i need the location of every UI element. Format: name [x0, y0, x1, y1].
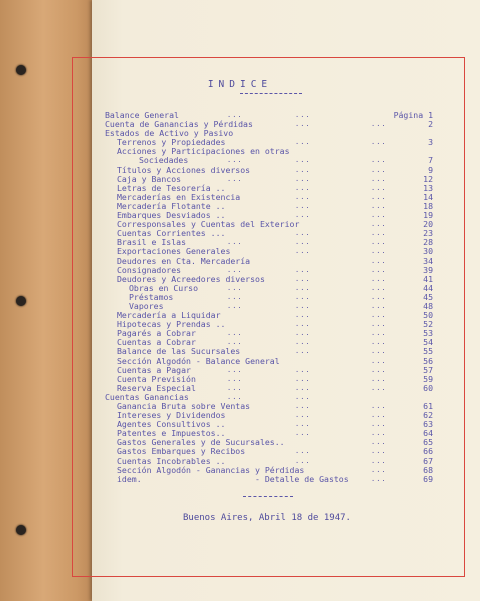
leader-dots: ... [371, 447, 387, 456]
leader-dots: ... [295, 274, 311, 283]
entry-page-number: 18 [423, 200, 433, 211]
entry-label: Cuentas Corrientes ... [117, 228, 226, 239]
page-title: INDICE [207, 79, 273, 90]
leader-dots: ... [371, 238, 387, 247]
entry-page-number: 59 [423, 373, 433, 384]
entry-label: Obras en Curso [129, 282, 199, 293]
binder-hole [16, 65, 26, 75]
entry-page-number: 68 [423, 464, 433, 475]
entry-label: Gastos Generales y de Sucursales.. [117, 437, 285, 448]
leader-dots: ... [371, 438, 387, 447]
entry-label: Sección Algodón - Ganancias y Pérdidas [117, 464, 305, 475]
entry-label: Balance de las Sucursales [117, 346, 241, 357]
leader-dots: ... [227, 365, 243, 374]
binder-hole [16, 296, 26, 306]
leader-dots: ... [371, 429, 387, 438]
entry-page-number: 62 [423, 410, 433, 421]
entry-label: Hipotecas y Prendas .. [117, 319, 226, 330]
leader-dots: ... [371, 283, 387, 292]
entry-label: Cuentas a Cobrar [117, 337, 196, 348]
entry-label: Cuentas Incobrables .. [117, 455, 226, 466]
entry-label: Acciones y Participaciones en otras [117, 146, 290, 157]
entry-label: Patentes e Impuestos.. [117, 428, 226, 439]
leader-dots: ... [295, 111, 311, 119]
leader-dots: ... [227, 301, 243, 310]
leader-dots: ... [371, 156, 387, 165]
entry-page-number: 14 [423, 191, 433, 202]
entry-label: Mercadería Flotante .. [117, 200, 226, 211]
entry-label: Cuenta Previsión [117, 373, 196, 384]
leader-dots: ... [371, 301, 387, 310]
entry-page-number: 61 [423, 401, 433, 411]
leader-dots: ... [295, 292, 311, 301]
leader-dots: ... [295, 420, 311, 429]
leader-dots: ... [371, 174, 387, 183]
entry-label: Letras de Tesorería .. [117, 182, 226, 193]
leader-dots: ... [227, 283, 243, 292]
entry-label: Vapores [129, 300, 164, 311]
leader-dots: ... [227, 338, 243, 347]
leader-dots: ... [227, 374, 243, 383]
entry-page-number: 13 [423, 182, 433, 193]
entry-label: idem. [117, 473, 142, 484]
entry-page-number: 64 [423, 428, 433, 439]
leader-dots: ... [371, 365, 387, 374]
leader-dots: ... [295, 174, 311, 183]
leader-dots: ... [371, 292, 387, 301]
leader-dots: ... [371, 256, 387, 265]
leader-dots: ... [371, 402, 387, 410]
entry-page-number: 30 [423, 246, 433, 257]
entry-label: Embarques Desviados .. [117, 210, 226, 221]
leader-dots: ... [227, 292, 243, 301]
leader-dots: ... [371, 356, 387, 365]
leader-dots: ... [371, 247, 387, 256]
entry-page-number: 19 [423, 210, 433, 221]
leader-dots: ... [371, 320, 387, 329]
leader-dots: ... [371, 311, 387, 320]
entry-label: Exportaciones Generales [117, 246, 231, 257]
entry-page-number: 53 [423, 328, 433, 339]
entry-page-number: 66 [423, 446, 433, 457]
leader-dots: ... [295, 456, 311, 465]
leader-dots: ... [295, 447, 311, 456]
entry-page-number: 28 [423, 237, 433, 248]
entry-page-number: 41 [423, 273, 433, 284]
leader-dots: ... [227, 265, 243, 274]
entry-label: Pagarés a Cobrar [117, 328, 196, 339]
entry-page-number: 63 [423, 419, 433, 430]
leader-dots: ... [295, 374, 311, 383]
leader-dots: ... [371, 265, 387, 274]
entry-label: Mercadería a Liquidar [117, 310, 221, 321]
entry-label: Estados de Activo y Pasivo [105, 128, 234, 139]
entry-page-number: 9 [428, 164, 433, 175]
entry-label: Brasil e Islas [117, 237, 187, 248]
entry-label: Sección Algodón - Balance General [117, 355, 280, 366]
binder-hole [16, 525, 26, 535]
index-entry [105, 475, 435, 484]
entry-page-number: 23 [423, 228, 433, 239]
leader-dots: ... [227, 392, 243, 401]
entry-page-number: 55 [423, 346, 433, 357]
closing-date: Buenos Aires, Abril 18 de 1947. [183, 513, 351, 523]
leader-dots: ... [295, 211, 311, 220]
leader-dots: ... [295, 311, 311, 320]
entry-label: Balance General [105, 110, 179, 120]
leader-dots: ... [227, 174, 243, 183]
entry-label: Agentes Consultivos .. [117, 419, 226, 430]
leader-dots: ... [371, 138, 387, 147]
entry-label: Consignadores [117, 264, 182, 275]
leader-dots: ... [295, 383, 311, 392]
entry-page-number: 56 [423, 355, 433, 366]
entry-page-number: 67 [423, 455, 433, 466]
entry-page-number: 54 [423, 337, 433, 348]
leader-dots: ... [295, 365, 311, 374]
leader-dots: ... [295, 320, 311, 329]
leader-dots: ... [371, 220, 387, 229]
entry-label: Terrenos y Propiedades [117, 137, 226, 148]
entry-page-number: 2 [428, 119, 433, 130]
entry-page-number: 39 [423, 264, 433, 275]
leader-dots: ... [295, 247, 311, 256]
leader-dots: ... [371, 465, 387, 474]
leader-dots: ... [295, 301, 311, 310]
entry-label: Intereses y Dividendos [117, 410, 226, 421]
leader-dots: ... [227, 238, 243, 247]
entry-label: Cuentas a Pagar [117, 364, 191, 375]
entry-label: Caja y Bancos [117, 173, 182, 184]
leader-dots: ... [371, 274, 387, 283]
leader-dots: ... [371, 347, 387, 356]
leader-dots: ... [295, 156, 311, 165]
leader-dots: ... [371, 211, 387, 220]
leader-dots: ... [295, 411, 311, 420]
leader-dots: ... [227, 111, 243, 119]
entry-page-number: 45 [423, 291, 433, 302]
entry-page-number: 60 [423, 382, 433, 393]
leader-dots: ... [371, 474, 387, 483]
leader-dots: ... [295, 201, 311, 210]
leader-dots: ... [371, 411, 387, 420]
entry-label: Cuentas Ganancias [105, 391, 189, 402]
leader-dots: ... [371, 165, 387, 174]
leader-dots: ... [371, 201, 387, 210]
leader-dots: ... [295, 138, 311, 147]
leader-dots: ... [371, 420, 387, 429]
entry-page-number: 44 [423, 282, 433, 293]
entry-page-number: Página 1 [393, 110, 433, 120]
leader-dots: ... [295, 283, 311, 292]
entry-label: Ganancia Bruta sobre Ventas [117, 401, 251, 411]
entry-page-number: 20 [423, 219, 433, 230]
leader-dots: ... [371, 338, 387, 347]
leader-dots: ... [371, 120, 387, 129]
entry-page-number: 57 [423, 364, 433, 375]
entry-label: Títulos y Acciones diversos [117, 164, 251, 175]
entry-label: Mercaderías en Existencia [117, 191, 241, 202]
entry-page-number: 7 [428, 155, 433, 166]
entry-label: Sociedades [139, 155, 189, 166]
leader-dots: ... [295, 229, 311, 238]
entry-page-number: 48 [423, 300, 433, 311]
leader-dots: ... [227, 156, 243, 165]
leader-dots: ... [295, 238, 311, 247]
leader-dots: ... [371, 456, 387, 465]
leader-dots: ... [295, 429, 311, 438]
entry-page-number: 3 [428, 137, 433, 148]
leader-dots: ... [295, 192, 311, 201]
entry-label: Cuenta de Ganancias y Pérdidas [105, 119, 253, 130]
entry-page-number: 69 [423, 473, 433, 484]
leader-dots: ... [295, 392, 311, 401]
entry-page-number: 34 [423, 255, 433, 266]
entry-page-number: 52 [423, 319, 433, 330]
index-list [105, 111, 435, 484]
entry-label: Gastos Embarques y Recibos [117, 446, 246, 457]
leader-dots: ... [371, 374, 387, 383]
leader-dots: ... [295, 338, 311, 347]
entry-label: Deudores y Acreedores diversos [117, 273, 265, 284]
leader-dots: ... [295, 402, 311, 410]
entry-page-number: 50 [423, 310, 433, 321]
leader-dots: ... [295, 265, 311, 274]
leader-dots: ... [295, 329, 311, 338]
leader-dots: ... [371, 329, 387, 338]
leader-dots: ... [295, 165, 311, 174]
entry-label: Deudores en Cta. Mercadería [117, 255, 251, 266]
entry-page-number: 65 [423, 437, 433, 448]
entry-label: Reserva Especial [117, 382, 196, 393]
leader-dots: ... [371, 383, 387, 392]
leader-dots: ... [371, 229, 387, 238]
closing-rule [243, 496, 293, 497]
leader-dots: ... [371, 183, 387, 192]
leader-dots: ... [295, 120, 311, 129]
leader-dots: ... [295, 183, 311, 192]
title-underline [240, 93, 302, 94]
leader-dots: ... [227, 329, 243, 338]
entry-label: Corresponsales y Cuentas del Exterior [117, 219, 300, 230]
leader-dots: ... [227, 383, 243, 392]
entry-page-number: 12 [423, 173, 433, 184]
leader-dots: ... [295, 347, 311, 356]
leader-dots: ... [371, 192, 387, 201]
entry-label: Préstamos [129, 291, 174, 302]
leader-dots: - Detalle de Gastos [255, 473, 349, 484]
